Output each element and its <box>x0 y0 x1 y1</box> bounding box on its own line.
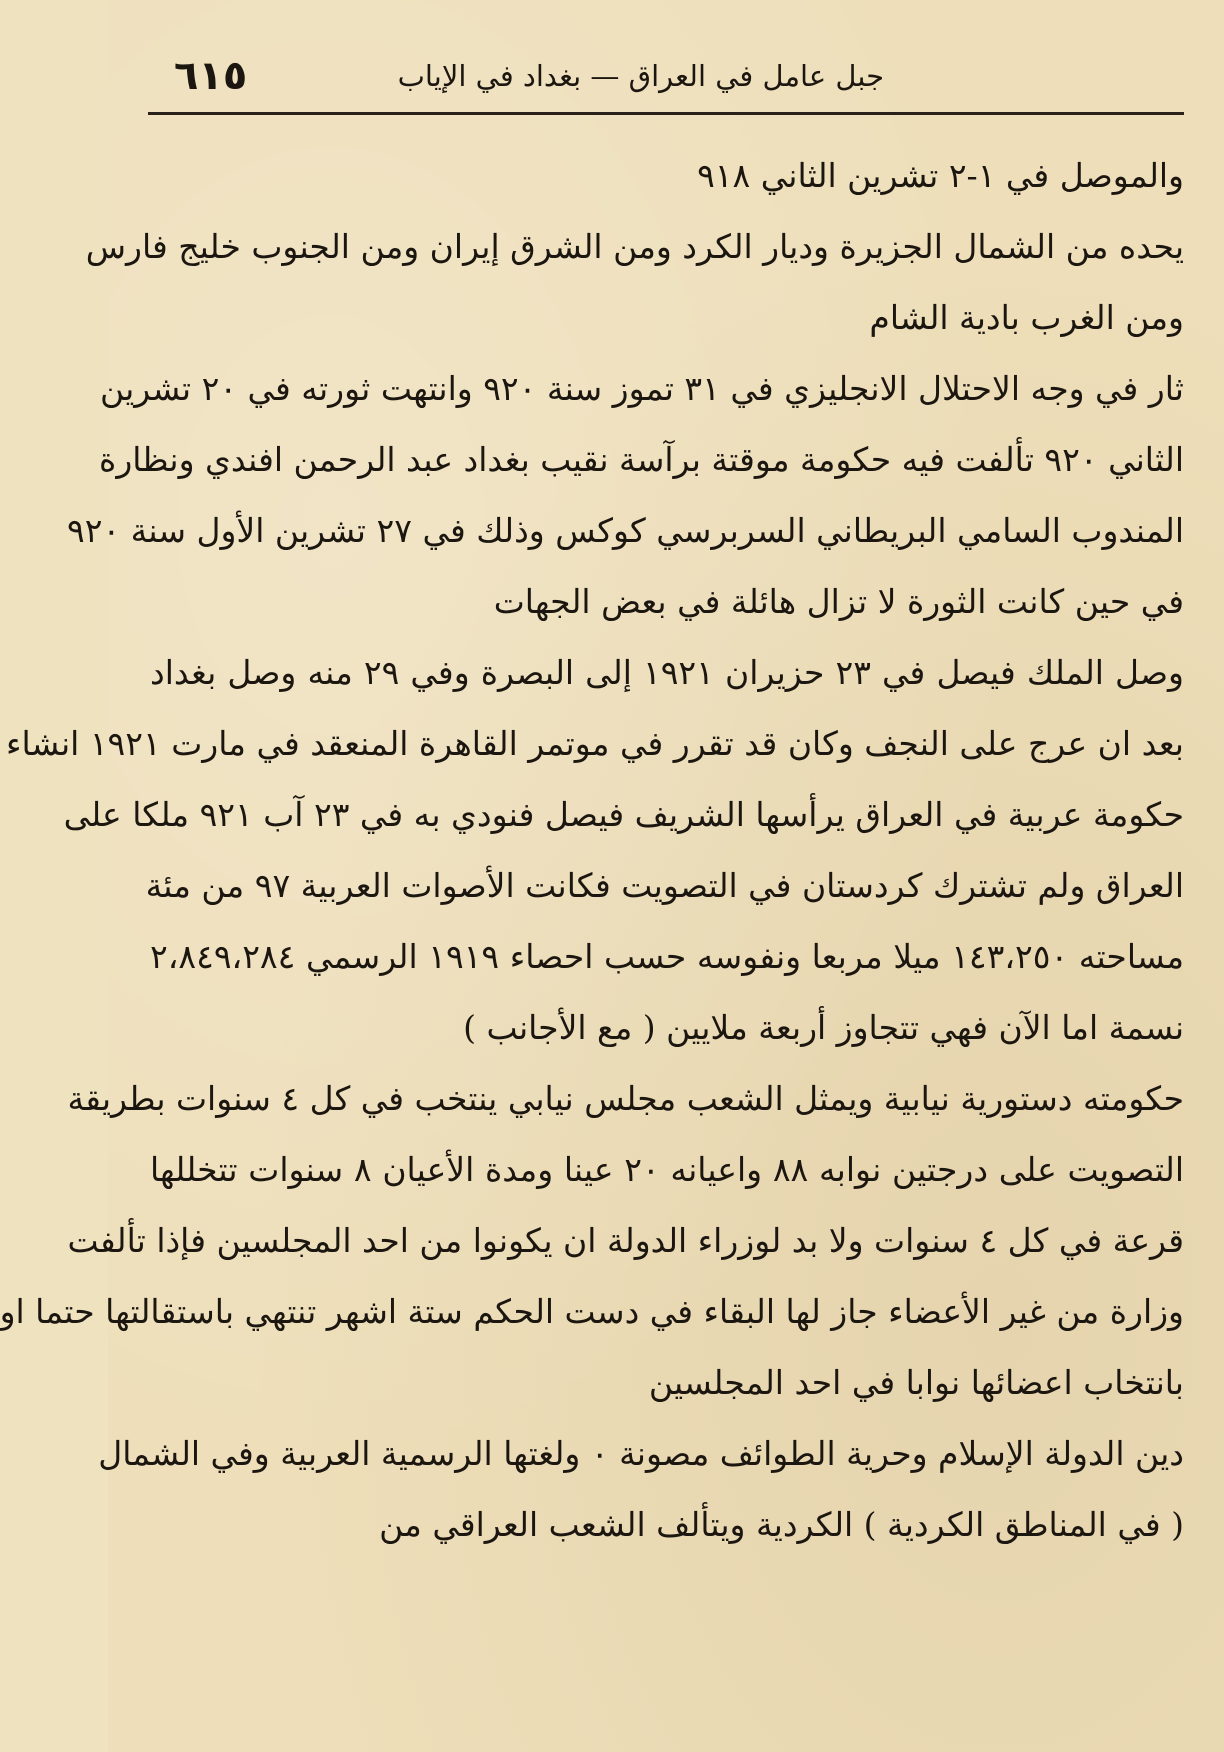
text-line: ( في المناطق الكردية ) الكردية ويتألف الشعب العراقي من <box>379 1505 1184 1544</box>
paragraph-borders <box>85 211 1184 353</box>
text-line: بعد ان عرج على النجف وكان قد تقرر في موتمر القاهرة المنعقد في مارت ١٩٢١ انشاء <box>5 724 1184 763</box>
text-line: دين الدولة الإسلام وحرية الطوائف مصونة ٠ ولغتها الرسمية العربية وفي الشمال <box>98 1434 1184 1473</box>
text-line: وزارة من غير الأعضاء جاز لها البقاء في دست الحكم ستة اشهر تنتهي باستقالتها حتما او <box>0 1292 1184 1331</box>
text-line: حكومته دستورية نيابية ويمثل الشعب مجلس نيابي ينتخب في كل ٤ سنوات بطريقة <box>67 1079 1184 1118</box>
text-line: وصل الملك فيصل في ٢٣ حزيران ١٩٢١ إلى البصرة وفي ٢٩ منه وصل بغداد <box>150 653 1184 692</box>
paragraph-religion-language <box>98 1418 1184 1560</box>
text-line: العراق ولم تشترك كردستان في التصويت فكانت الأصوات العربية ٩٧ من مئة <box>145 866 1184 905</box>
text-line: ثار في وجه الاحتلال الانجليزي في ٣١ تموز سنة ٩٢٠ وانتهت ثورته في ٢٠ تشرين <box>99 369 1184 408</box>
paragraph-mosul <box>150 140 1184 211</box>
text-line: التصويت على درجتين نوابه ٨٨ واعيانه ٢٠ عينا ومدة الأعيان ٨ سنوات تتخللها <box>150 1150 1184 1189</box>
page-number: ٦١٥ <box>174 53 248 99</box>
text-line: والموصل في ١-٢ تشرين الثاني ٩١٨ <box>697 156 1184 195</box>
text-line: بانتخاب اعضائها نوابا في احد المجلسين <box>648 1363 1184 1402</box>
paragraph-king-faisal <box>5 637 1184 921</box>
header-rule <box>148 112 1184 115</box>
text-line: الثاني ٩٢٠ تألفت فيه حكومة موقتة برآسة نقيب بغداد عبد الرحمن افندي ونظارة <box>99 440 1184 479</box>
text-line: حكومة عربية في العراق يرأسها الشريف فيصل فنودي به في ٢٣ آب ٩٢١ ملكا على <box>63 795 1184 834</box>
text-line: المندوب السامي البريطاني السربرسي كوكس وذلك في ٢٧ تشرين الأول سنة ٩٢٠ <box>67 511 1184 550</box>
text-line: في حين كانت الثورة لا تزال هائلة في بعض الجهات <box>493 582 1184 621</box>
paragraph-area-population <box>150 921 1184 1063</box>
page-header <box>148 44 1184 108</box>
running-title: جبل عامل في العراق — بغداد في الإياب <box>397 59 884 93</box>
text-line: يحده من الشمال الجزيرة وديار الكرد ومن الشرق إيران ومن الجنوب خليج فارس <box>85 227 1184 266</box>
page-body <box>0 140 1184 1560</box>
text-line: نسمة اما الآن فهي تتجاوز أربعة ملايين ( مع الأجانب ) <box>463 1008 1184 1047</box>
text-line: قرعة في كل ٤ سنوات ولا بد لوزراء الدولة ان يكونوا من احد المجلسين فإذا تألفت <box>67 1221 1184 1260</box>
text-line: مساحته ١٤٣،٢٥٠ ميلا مربعا ونفوسه حسب احصاء ١٩١٩ الرسمي ٢،٨٤٩،٢٨٤ <box>150 937 1184 976</box>
text-line: ومن الغرب بادية الشام <box>869 298 1184 337</box>
paragraph-revolution <box>67 353 1184 637</box>
paragraph-government <box>0 1063 1184 1418</box>
